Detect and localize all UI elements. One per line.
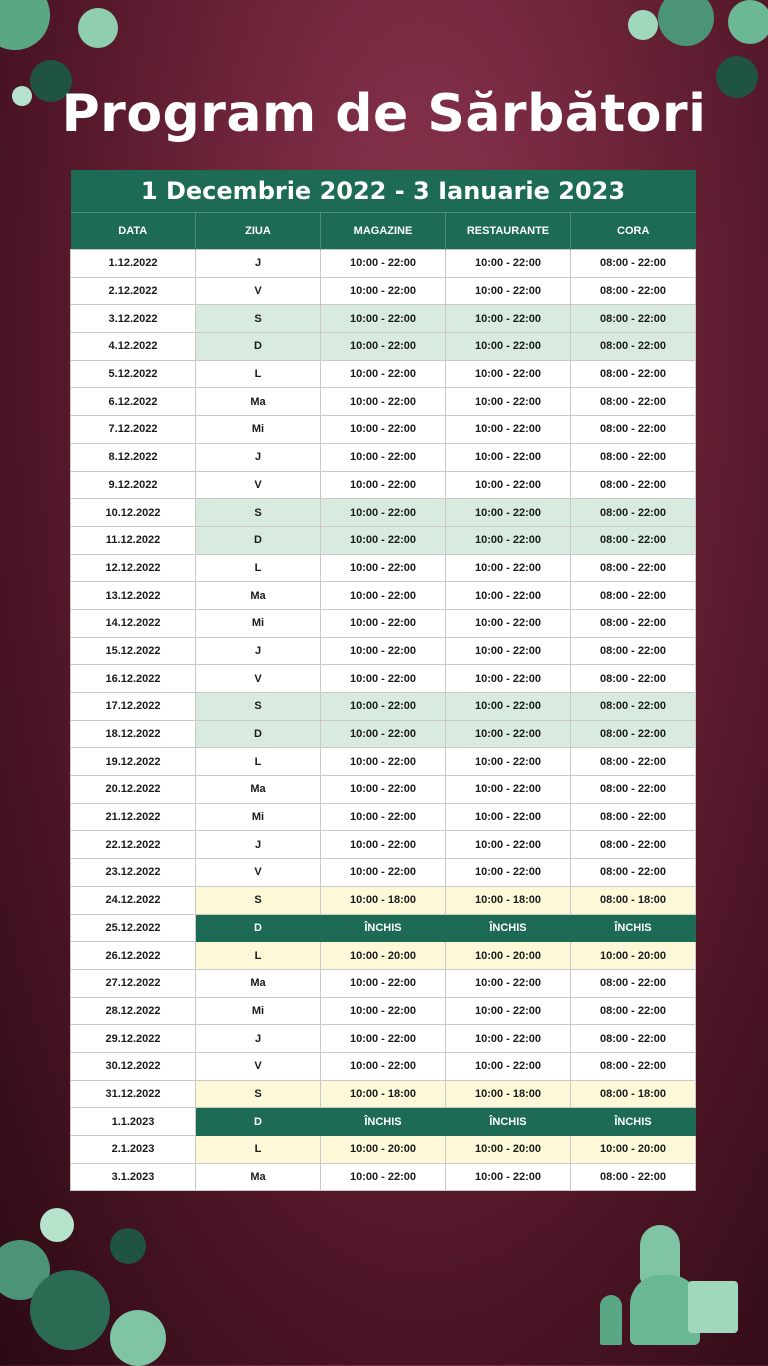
shops-cell: ÎNCHIS <box>321 1108 446 1136</box>
restaurants-cell: 10:00 - 22:00 <box>446 997 571 1025</box>
day-cell: L <box>196 360 321 388</box>
shops-cell: 10:00 - 22:00 <box>321 388 446 416</box>
day-cell: S <box>196 499 321 527</box>
shops-cell: 10:00 - 22:00 <box>321 831 446 859</box>
date-cell: 20.12.2022 <box>71 776 196 804</box>
restaurants-cell: 10:00 - 22:00 <box>446 720 571 748</box>
shops-cell: 10:00 - 22:00 <box>321 443 446 471</box>
day-cell: L <box>196 554 321 582</box>
day-cell: S <box>196 693 321 721</box>
table-row <box>71 609 696 637</box>
table-row <box>71 416 696 444</box>
day-cell: D <box>196 333 321 361</box>
shops-cell: 10:00 - 22:00 <box>321 609 446 637</box>
cora-cell: 10:00 - 20:00 <box>571 1136 696 1164</box>
date-cell: 10.12.2022 <box>71 499 196 527</box>
shops-cell: 10:00 - 22:00 <box>321 637 446 665</box>
table-row <box>71 914 696 942</box>
date-cell: 2.1.2023 <box>71 1136 196 1164</box>
shops-cell: 10:00 - 22:00 <box>321 582 446 610</box>
table-row <box>71 1163 696 1191</box>
day-cell: D <box>196 914 321 942</box>
cora-cell: 08:00 - 22:00 <box>571 416 696 444</box>
date-cell: 31.12.2022 <box>71 1080 196 1108</box>
cora-cell: 08:00 - 18:00 <box>571 1080 696 1108</box>
cora-cell: 08:00 - 22:00 <box>571 250 696 278</box>
cora-cell: ÎNCHIS <box>571 1108 696 1136</box>
restaurants-cell: 10:00 - 22:00 <box>446 665 571 693</box>
cora-cell: 08:00 - 22:00 <box>571 443 696 471</box>
cora-cell: 08:00 - 22:00 <box>571 969 696 997</box>
shops-cell: 10:00 - 22:00 <box>321 526 446 554</box>
day-cell: J <box>196 443 321 471</box>
cora-cell: 08:00 - 22:00 <box>571 471 696 499</box>
restaurants-cell: ÎNCHIS <box>446 914 571 942</box>
date-cell: 4.12.2022 <box>71 333 196 361</box>
shops-cell: 10:00 - 22:00 <box>321 277 446 305</box>
table-row <box>71 1025 696 1053</box>
restaurants-cell: 10:00 - 20:00 <box>446 1136 571 1164</box>
restaurants-cell: 10:00 - 22:00 <box>446 859 571 887</box>
shops-cell: 10:00 - 22:00 <box>321 720 446 748</box>
day-cell: Ma <box>196 969 321 997</box>
table-row <box>71 1136 696 1164</box>
day-cell: V <box>196 277 321 305</box>
restaurants-cell: 10:00 - 22:00 <box>446 1163 571 1191</box>
day-cell: S <box>196 886 321 914</box>
date-cell: 7.12.2022 <box>71 416 196 444</box>
date-cell: 1.1.2023 <box>71 1108 196 1136</box>
day-cell: Mi <box>196 416 321 444</box>
date-cell: 2.12.2022 <box>71 277 196 305</box>
restaurants-cell: 10:00 - 22:00 <box>446 443 571 471</box>
shops-cell: 10:00 - 18:00 <box>321 1080 446 1108</box>
date-cell: 3.12.2022 <box>71 305 196 333</box>
table-row <box>71 471 696 499</box>
date-cell: 14.12.2022 <box>71 609 196 637</box>
cora-cell: 10:00 - 20:00 <box>571 942 696 970</box>
restaurants-cell: 10:00 - 22:00 <box>446 499 571 527</box>
day-cell: Mi <box>196 803 321 831</box>
date-cell: 28.12.2022 <box>71 997 196 1025</box>
cora-cell: 08:00 - 22:00 <box>571 526 696 554</box>
shops-cell: 10:00 - 22:00 <box>321 1052 446 1080</box>
cora-cell: 08:00 - 22:00 <box>571 1052 696 1080</box>
restaurants-cell: 10:00 - 20:00 <box>446 942 571 970</box>
cora-cell: 08:00 - 22:00 <box>571 748 696 776</box>
restaurants-cell: 10:00 - 22:00 <box>446 388 571 416</box>
shops-cell: 10:00 - 20:00 <box>321 942 446 970</box>
cora-cell: 08:00 - 22:00 <box>571 582 696 610</box>
restaurants-cell: 10:00 - 22:00 <box>446 803 571 831</box>
restaurants-cell: 10:00 - 22:00 <box>446 637 571 665</box>
day-cell: J <box>196 831 321 859</box>
table-row <box>71 969 696 997</box>
restaurants-cell: 10:00 - 22:00 <box>446 1025 571 1053</box>
day-cell: S <box>196 1080 321 1108</box>
shops-cell: 10:00 - 20:00 <box>321 1136 446 1164</box>
table-row <box>71 803 696 831</box>
shops-cell: 10:00 - 22:00 <box>321 1025 446 1053</box>
restaurants-cell: 10:00 - 18:00 <box>446 1080 571 1108</box>
day-cell: Ma <box>196 582 321 610</box>
table-row <box>71 333 696 361</box>
cora-cell: 08:00 - 22:00 <box>571 831 696 859</box>
shops-cell: 10:00 - 22:00 <box>321 693 446 721</box>
date-cell: 27.12.2022 <box>71 969 196 997</box>
restaurants-cell: 10:00 - 22:00 <box>446 471 571 499</box>
cora-cell: 08:00 - 22:00 <box>571 277 696 305</box>
column-header-shops: MAGAZINE <box>321 213 446 250</box>
restaurants-cell: 10:00 - 22:00 <box>446 1052 571 1080</box>
table-row <box>71 831 696 859</box>
period-banner: 1 Decembrie 2022 - 3 Ianuarie 2023 <box>71 170 696 213</box>
day-cell: V <box>196 665 321 693</box>
date-cell: 26.12.2022 <box>71 942 196 970</box>
date-cell: 24.12.2022 <box>71 886 196 914</box>
shops-cell: 10:00 - 22:00 <box>321 333 446 361</box>
day-cell: Ma <box>196 388 321 416</box>
cora-cell: 08:00 - 22:00 <box>571 803 696 831</box>
table-row <box>71 859 696 887</box>
day-cell: J <box>196 637 321 665</box>
restaurants-cell: 10:00 - 22:00 <box>446 693 571 721</box>
restaurants-cell: 10:00 - 22:00 <box>446 582 571 610</box>
day-cell: J <box>196 1025 321 1053</box>
shops-cell: 10:00 - 22:00 <box>321 1163 446 1191</box>
table-row <box>71 693 696 721</box>
date-cell: 13.12.2022 <box>71 582 196 610</box>
page-title: Program de Sărbători <box>61 84 707 144</box>
column-header-cora: CORA <box>571 213 696 250</box>
table-row <box>71 776 696 804</box>
date-cell: 25.12.2022 <box>71 914 196 942</box>
restaurants-cell: 10:00 - 22:00 <box>446 831 571 859</box>
date-cell: 5.12.2022 <box>71 360 196 388</box>
day-cell: J <box>196 250 321 278</box>
column-header-date: DATA <box>71 213 196 250</box>
cora-cell: ÎNCHIS <box>571 914 696 942</box>
table-row <box>71 443 696 471</box>
restaurants-cell: ÎNCHIS <box>446 1108 571 1136</box>
cora-cell: 08:00 - 22:00 <box>571 360 696 388</box>
cora-cell: 08:00 - 22:00 <box>571 333 696 361</box>
shops-cell: ÎNCHIS <box>321 914 446 942</box>
date-cell: 23.12.2022 <box>71 859 196 887</box>
cora-cell: 08:00 - 22:00 <box>571 776 696 804</box>
shops-cell: 10:00 - 22:00 <box>321 416 446 444</box>
restaurants-cell: 10:00 - 22:00 <box>446 305 571 333</box>
day-cell: Ma <box>196 1163 321 1191</box>
day-cell: Mi <box>196 609 321 637</box>
table-row <box>71 997 696 1025</box>
date-cell: 12.12.2022 <box>71 554 196 582</box>
restaurants-cell: 10:00 - 22:00 <box>446 277 571 305</box>
restaurants-cell: 10:00 - 22:00 <box>446 250 571 278</box>
shops-cell: 10:00 - 22:00 <box>321 360 446 388</box>
date-cell: 17.12.2022 <box>71 693 196 721</box>
restaurants-cell: 10:00 - 22:00 <box>446 333 571 361</box>
table-row <box>71 582 696 610</box>
date-cell: 11.12.2022 <box>71 526 196 554</box>
cora-cell: 08:00 - 22:00 <box>571 997 696 1025</box>
restaurants-cell: 10:00 - 22:00 <box>446 609 571 637</box>
cora-cell: 08:00 - 22:00 <box>571 305 696 333</box>
table-row <box>71 277 696 305</box>
schedule-table <box>70 170 696 1191</box>
day-cell: Ma <box>196 776 321 804</box>
shops-cell: 10:00 - 22:00 <box>321 776 446 804</box>
shops-cell: 10:00 - 22:00 <box>321 665 446 693</box>
table-row <box>71 665 696 693</box>
date-cell: 19.12.2022 <box>71 748 196 776</box>
shops-cell: 10:00 - 22:00 <box>321 499 446 527</box>
cora-cell: 08:00 - 22:00 <box>571 1025 696 1053</box>
date-cell: 29.12.2022 <box>71 1025 196 1053</box>
table-row <box>71 1108 696 1136</box>
day-cell: S <box>196 305 321 333</box>
table-row <box>71 1080 696 1108</box>
date-cell: 8.12.2022 <box>71 443 196 471</box>
date-cell: 21.12.2022 <box>71 803 196 831</box>
restaurants-cell: 10:00 - 22:00 <box>446 554 571 582</box>
cora-cell: 08:00 - 22:00 <box>571 609 696 637</box>
day-cell: L <box>196 748 321 776</box>
table-row <box>71 942 696 970</box>
cora-cell: 08:00 - 22:00 <box>571 720 696 748</box>
cora-cell: 08:00 - 22:00 <box>571 637 696 665</box>
restaurants-cell: 10:00 - 18:00 <box>446 886 571 914</box>
shops-cell: 10:00 - 18:00 <box>321 886 446 914</box>
day-cell: L <box>196 1136 321 1164</box>
date-cell: 15.12.2022 <box>71 637 196 665</box>
restaurants-cell: 10:00 - 22:00 <box>446 526 571 554</box>
cora-cell: 08:00 - 22:00 <box>571 693 696 721</box>
shops-cell: 10:00 - 22:00 <box>321 554 446 582</box>
table-row <box>71 886 696 914</box>
day-cell: Mi <box>196 997 321 1025</box>
date-cell: 16.12.2022 <box>71 665 196 693</box>
column-header-day: ZIUA <box>196 213 321 250</box>
shops-cell: 10:00 - 22:00 <box>321 250 446 278</box>
cora-cell: 08:00 - 22:00 <box>571 859 696 887</box>
table-row <box>71 748 696 776</box>
shops-cell: 10:00 - 22:00 <box>321 859 446 887</box>
restaurants-cell: 10:00 - 22:00 <box>446 969 571 997</box>
schedule-rows <box>71 250 696 1191</box>
date-cell: 18.12.2022 <box>71 720 196 748</box>
day-cell: D <box>196 720 321 748</box>
day-cell: V <box>196 859 321 887</box>
date-cell: 30.12.2022 <box>71 1052 196 1080</box>
shops-cell: 10:00 - 22:00 <box>321 471 446 499</box>
restaurants-cell: 10:00 - 22:00 <box>446 776 571 804</box>
shops-cell: 10:00 - 22:00 <box>321 803 446 831</box>
column-header-restaurants: RESTAURANTE <box>446 213 571 250</box>
day-cell: D <box>196 526 321 554</box>
day-cell: L <box>196 942 321 970</box>
date-cell: 22.12.2022 <box>71 831 196 859</box>
date-cell: 1.12.2022 <box>71 250 196 278</box>
table-row <box>71 720 696 748</box>
day-cell: V <box>196 1052 321 1080</box>
day-cell: V <box>196 471 321 499</box>
reindeer-decoration <box>600 1185 750 1355</box>
table-row <box>71 360 696 388</box>
cora-cell: 08:00 - 18:00 <box>571 886 696 914</box>
restaurants-cell: 10:00 - 22:00 <box>446 416 571 444</box>
table-row <box>71 637 696 665</box>
ornament-bottom-left <box>0 1200 170 1365</box>
date-cell: 9.12.2022 <box>71 471 196 499</box>
cora-cell: 08:00 - 22:00 <box>571 499 696 527</box>
date-cell: 6.12.2022 <box>71 388 196 416</box>
cora-cell: 08:00 - 22:00 <box>571 665 696 693</box>
restaurants-cell: 10:00 - 22:00 <box>446 360 571 388</box>
shops-cell: 10:00 - 22:00 <box>321 748 446 776</box>
table-row <box>71 250 696 278</box>
table-row <box>71 499 696 527</box>
table-row <box>71 1052 696 1080</box>
restaurants-cell: 10:00 - 22:00 <box>446 748 571 776</box>
shops-cell: 10:00 - 22:00 <box>321 305 446 333</box>
cora-cell: 08:00 - 22:00 <box>571 1163 696 1191</box>
table-row <box>71 526 696 554</box>
cora-cell: 08:00 - 22:00 <box>571 554 696 582</box>
cora-cell: 08:00 - 22:00 <box>571 388 696 416</box>
table-row <box>71 554 696 582</box>
table-row <box>71 388 696 416</box>
shops-cell: 10:00 - 22:00 <box>321 997 446 1025</box>
day-cell: D <box>196 1108 321 1136</box>
shops-cell: 10:00 - 22:00 <box>321 969 446 997</box>
date-cell: 3.1.2023 <box>71 1163 196 1191</box>
table-row <box>71 305 696 333</box>
